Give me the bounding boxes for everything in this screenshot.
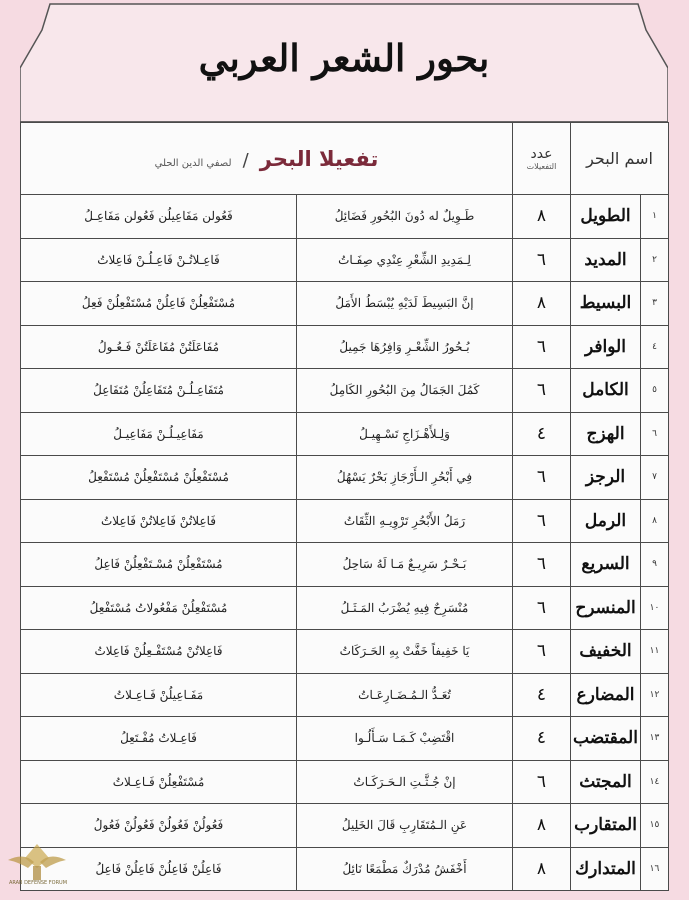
meter-pattern: فَاعِلُنْ فَاعِلُنْ فَاعِلُنْ فَاعِلُ [21,847,297,891]
foot-count: ٦ [513,760,571,804]
mnemonic-verse: أَخْفَشُ مُدْرَكٌ مَطْمَعًا نَائِلُ [297,847,513,891]
mnemonic-verse: عَنِ الـمُتَقَارِبِ قَالَ الخَلِيلُ [297,804,513,848]
meter-pattern: مُتَفَاعِـلُـنْ مُتَفَاعِلُنْ مُتَفَاعِلُ [21,369,297,413]
header-separator: / [242,149,249,171]
meter-pattern: مُسْتَفْعِلُنْ مَفْعُولاتُ مُسْتَفْعِلُ [21,586,297,630]
row-number: ٨ [641,499,669,543]
row-number: ٣ [641,282,669,326]
watermark-text: ARAB DEFENSE FORUM [8,880,68,886]
page-title: بحور الشعر العربي [198,36,490,80]
meters-table [20,122,669,891]
header-taf-label: تفعيلا البحر [259,146,379,171]
row-number: ٩ [641,543,669,587]
mnemonic-verse: بُـحُورُ الشِّعْـرِ وَافِرُهَا جَمِيلُ [297,325,513,369]
row-number: ٧ [641,456,669,500]
mnemonic-verse: لِـمَدِيدِ الشِّعْرِ عِنْدِي صِفَـاتُ [297,238,513,282]
foot-count: ٦ [513,369,571,413]
row-number: ٦ [641,412,669,456]
meter-name: الكامل [571,369,641,413]
meter-pattern: فَاعِـلاتُ مُفْـتَعِلُ [21,717,297,761]
mnemonic-verse: كَمُلَ الجَمَالُ مِنَ البُحُورِ الكَامِلُ [297,369,513,413]
table-row [21,282,669,326]
foot-count: ٦ [513,325,571,369]
mnemonic-verse: يَا خَفِيفاً خَفَّتْ بِهِ الحَـرَكَاتُ [297,630,513,674]
table-row [21,673,669,717]
mnemonic-verse: اقْتَضِبْ كَـمَـا سَـأَلُـوا [297,717,513,761]
meter-name: المتقارب [571,804,641,848]
meter-pattern: فَاعِلاتُنْ فَاعِلاتُنْ فَاعِلاتُ [21,499,297,543]
row-number: ١١ [641,630,669,674]
meter-name: المنسرح [571,586,641,630]
meter-name: المديد [571,238,641,282]
row-number: ١٠ [641,586,669,630]
foot-count: ٤ [513,673,571,717]
foot-count: ٦ [513,456,571,500]
table-header [21,123,669,195]
meter-name: المضارع [571,673,641,717]
meter-name: الوافر [571,325,641,369]
meter-pattern: مُسْتَفْعِلُنْ مُسْتَفْعِلُنْ مُسْتَفْعِلُ [21,456,297,500]
row-number: ١ [641,195,669,239]
meter-pattern: مَفَاعِيـلُـنْ مَفَاعِيـلُ [21,412,297,456]
meter-name: المقتضب [571,717,641,761]
header-count [513,123,571,195]
mnemonic-verse: تُعَـدُّ الـمُـضَـارِعَـاتُ [297,673,513,717]
table-row [21,804,669,848]
row-number: ١٤ [641,760,669,804]
mnemonic-verse: إنَّ البَسِيطَ لَدَيْهِ يُبْسَطُ الأَمَلُ [297,282,513,326]
meter-name: السريع [571,543,641,587]
foot-count: ٤ [513,717,571,761]
meter-name: الرجز [571,456,641,500]
table-row [21,238,669,282]
meter-pattern: مُسْتَفْعِلُنْ فَاعِلُنْ مُسْتَفْعِلُنْ فَعِلُ [21,282,297,326]
meter-pattern: مَفَـاعِيلُنْ فَـاعِـلاتُ [21,673,297,717]
meter-pattern: فَاعِـلاتُـنْ فَاعِـلُـنْ فَاعِلاتُ [21,238,297,282]
table-row [21,325,669,369]
mnemonic-verse: بَـحْـرٌ سَرِيـعٌ مَـا لَهُ سَاحِلُ [297,543,513,587]
foot-count: ٤ [513,412,571,456]
header-tafeelat [21,123,513,195]
mnemonic-verse: رَمَلُ الأَبْحُرِ تَرْوِيـهِ الثِّقَاتُ [297,499,513,543]
meter-name: الرمل [571,499,641,543]
foot-count: ٦ [513,543,571,587]
row-number: ٢ [641,238,669,282]
row-number: ١٢ [641,673,669,717]
mnemonic-verse: مُنْسَرِحٌ فِيهِ يُضْرَبُ المَـثَـلُ [297,586,513,630]
mnemonic-verse: طَـوِيلٌ له دُونَ البُحُورِ فَضَائِلُ [297,195,513,239]
meter-name: المتدارك [571,847,641,891]
foot-count: ٨ [513,804,571,848]
foot-count: ٦ [513,238,571,282]
meter-name: الطويل [571,195,641,239]
foot-count: ٦ [513,499,571,543]
title-banner [20,0,668,122]
meter-name: المجتث [571,760,641,804]
header-name: اسم البحر [571,123,669,195]
header-count-sublabel: التفعيلات [526,161,557,171]
table-row [21,630,669,674]
meter-name: الخفيف [571,630,641,674]
table-row [21,760,669,804]
meter-pattern: مُسْتَفْعِلُنْ مُسْـتَفْعِلُنْ فَاعِلُ [21,543,297,587]
row-number: ٥ [641,369,669,413]
table-row [21,717,669,761]
table-row [21,195,669,239]
table-row [21,543,669,587]
table-row [21,369,669,413]
table-row [21,412,669,456]
foot-count: ٦ [513,630,571,674]
header-credit: لصفي الدين الحلي [154,157,232,169]
header-count-label: عدد [530,145,553,162]
row-number: ١٥ [641,804,669,848]
meter-pattern: فَاعِلاتُنْ مُسْتَفْـعِلُنْ فَاعِلاتُ [21,630,297,674]
row-number: ١٣ [641,717,669,761]
meter-pattern: مُفَاعَلَتُنْ مُفَاعَلَتُنْ فَـعُـولُ [21,325,297,369]
foot-count: ٨ [513,847,571,891]
meter-pattern: فَعُولُنْ فَعُولُنْ فَعُولُنْ فَعُولُ [21,804,297,848]
table-row [21,456,669,500]
meter-pattern: فَعُولن مَفَاعِيلُن فَعُولن مَفَاعِـلُ [21,195,297,239]
table-row [21,586,669,630]
foot-count: ٨ [513,282,571,326]
foot-count: ٨ [513,195,571,239]
row-number: ١٦ [641,847,669,891]
mnemonic-verse: إنْ جُـثَّـتِ الـحَـرَكَـاتُ [297,760,513,804]
table-row [21,847,669,891]
table-row [21,499,669,543]
meter-name: البسيط [571,282,641,326]
foot-count: ٦ [513,586,571,630]
meter-name: الهزج [571,412,641,456]
mnemonic-verse: وَلِـلأَهْـزَاجِ تَسْـهِيـلُ [297,412,513,456]
forum-logo [4,838,70,898]
row-number: ٤ [641,325,669,369]
mnemonic-verse: فِي أَبْحُرِ الـأَرْجَازِ بَحْرٌ يَسْهُلُ [297,456,513,500]
table-body [21,195,669,891]
meter-pattern: مُسْتَفْعِلُنْ فَـاعِـلاتُ [21,760,297,804]
